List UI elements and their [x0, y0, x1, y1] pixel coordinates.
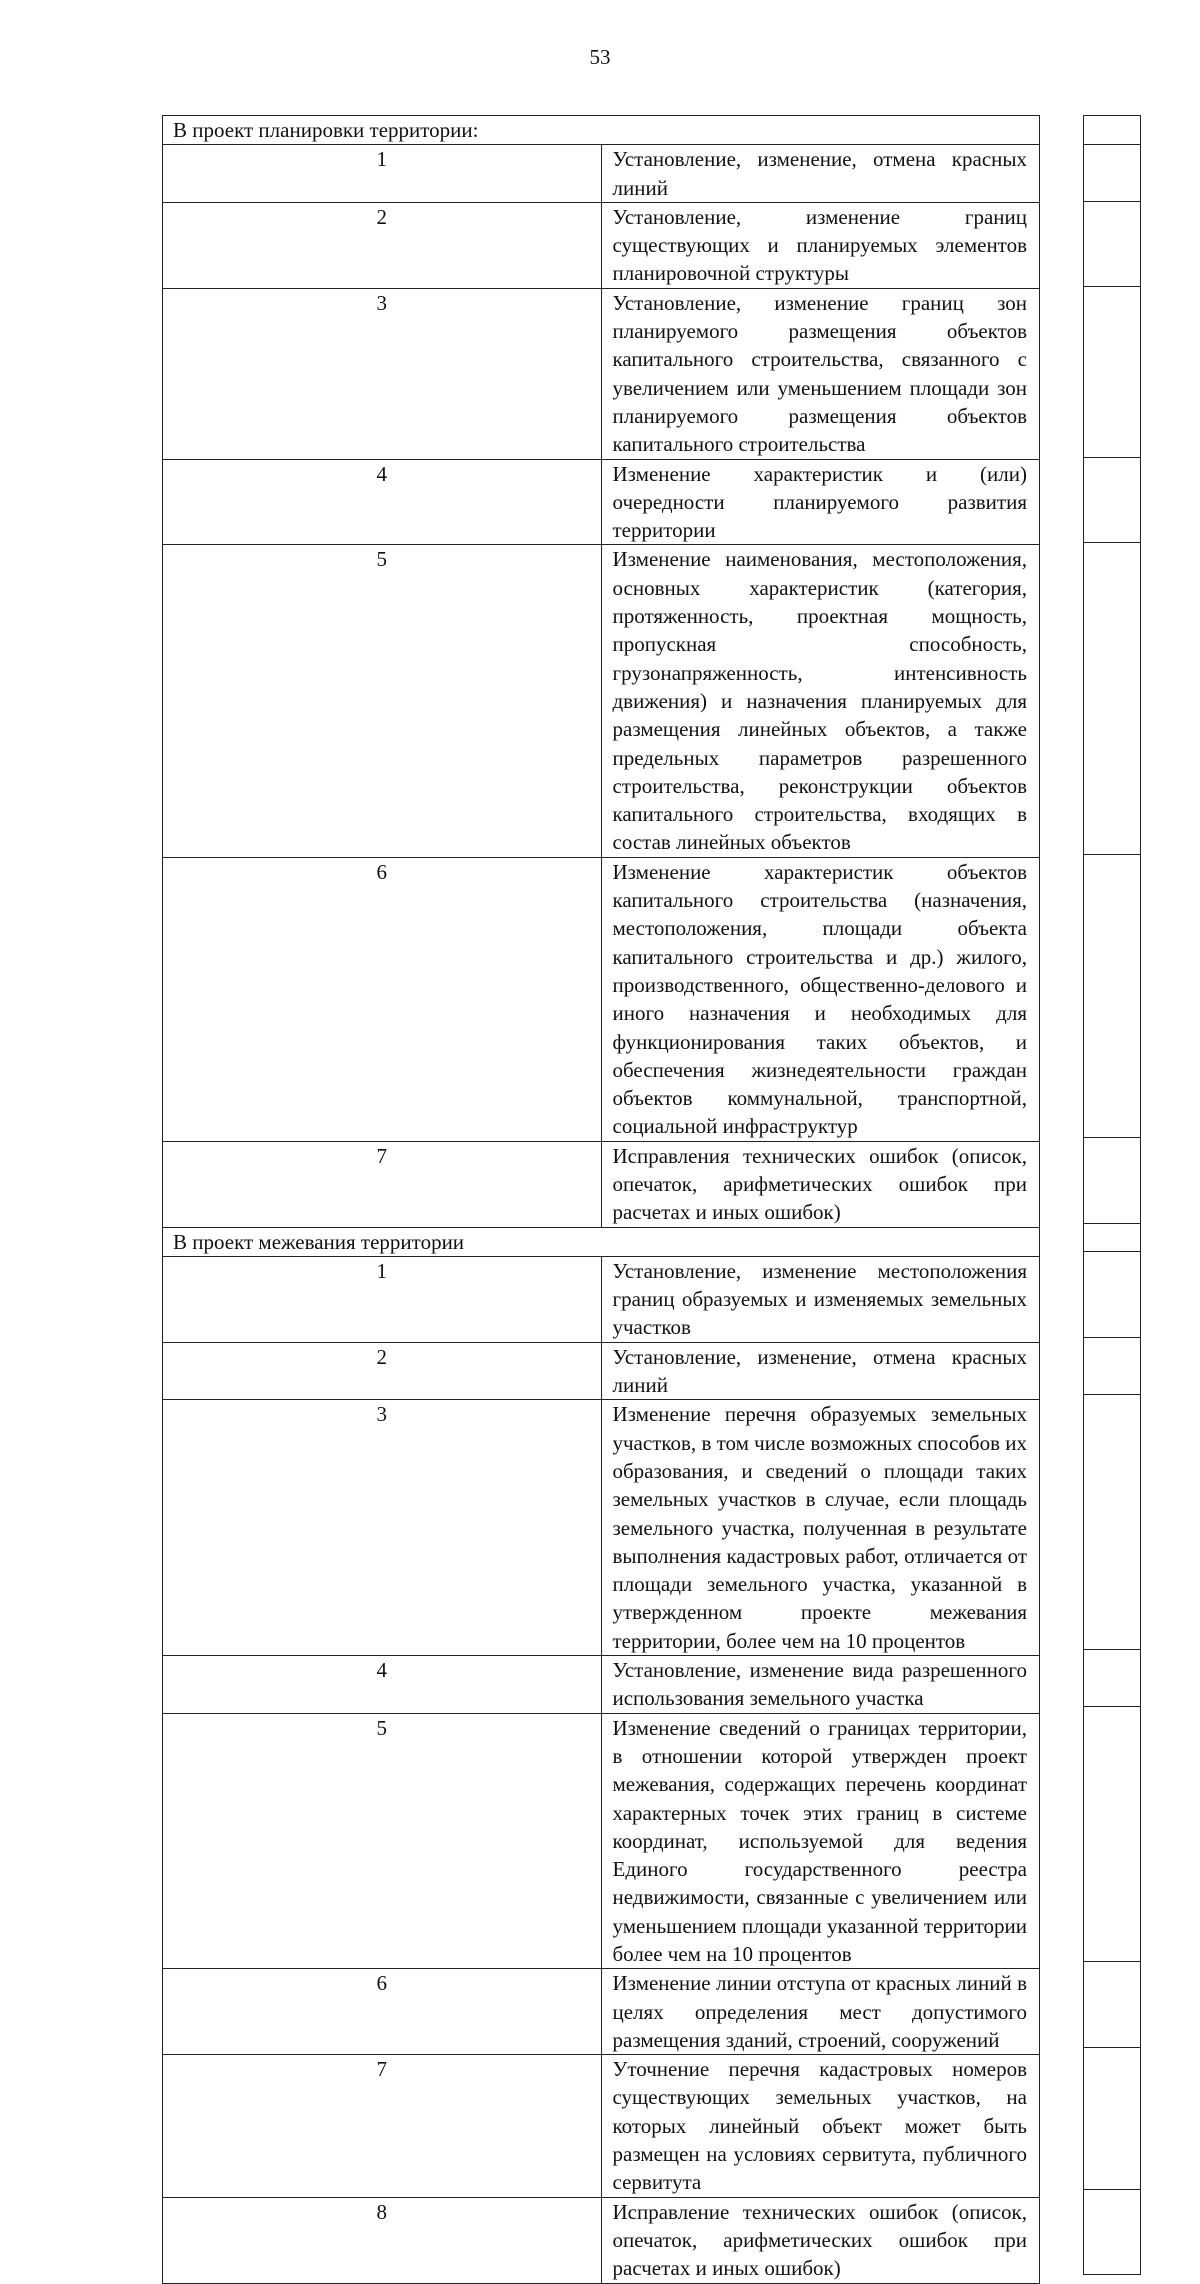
checkbox-row [1084, 201, 1141, 286]
checkbox-row [1084, 854, 1141, 1137]
checkbox-cell[interactable] [1084, 854, 1141, 1137]
checkbox-column [1083, 115, 1141, 2275]
row-number: 7 [163, 2055, 602, 2197]
checkbox-box[interactable] [1084, 1707, 1140, 1961]
table-row [163, 459, 1040, 545]
table-row [163, 1713, 1040, 1969]
table-row [163, 145, 1040, 203]
checkbox-row [1084, 144, 1141, 201]
section-header-row [163, 116, 1040, 145]
checkbox-cell[interactable] [1084, 1223, 1141, 1252]
checkbox-cell[interactable] [1084, 542, 1141, 854]
row-text: Изменение перечня образуемых земельных участков, в том числе возможных способов их образования, и сведений о площади таких земельных участков в случае, если площадь земельного участка, полученная в результате выполнения кадастровых работ, отличается от площади земельного участка, указанной в утвержденном проекте межевания территории, более чем на 10 процентов [601, 1400, 1040, 1656]
checkbox-box[interactable] [1084, 287, 1140, 456]
row-text: Установление, изменение, отмена красных линий [601, 1342, 1040, 1400]
checkbox-row [1084, 287, 1141, 457]
checkbox-box[interactable] [1084, 2048, 1140, 2189]
checkbox-row [1084, 2047, 1141, 2189]
section-header-row [163, 1227, 1040, 1256]
checkbox-row [1084, 1337, 1141, 1394]
row-number: 2 [163, 202, 602, 288]
checkbox-box[interactable] [1084, 458, 1140, 542]
row-text: Изменение наименования, местоположения, основных характеристик (категория, протяженность, проектная мощность, пропускная способность, грузонапряженность, интенсивность движения) и назначения планируемых для размещения линейных объектов, а также предельных параметров разрешенного строительства, реконструкции объектов капитального строительства, входящих в состав линейных объектов [601, 545, 1040, 857]
checkbox-row [1084, 1394, 1141, 1649]
checkbox-row [1084, 1650, 1141, 1707]
row-text: Установление, изменение местоположения границ образуемых и изменяемых земельных участков [601, 1256, 1040, 1342]
checkbox-cell[interactable] [1084, 457, 1141, 542]
checkbox-cell[interactable] [1084, 1707, 1141, 1962]
table-row [163, 288, 1040, 459]
table-row [163, 1969, 1040, 2055]
row-number: 2 [163, 1342, 602, 1400]
row-text: Изменение линии отступа от красных линий в целях определения мест допустимого размещения зданий, строений, сооружений [601, 1969, 1040, 2055]
table-row [163, 857, 1040, 1141]
table-row [163, 1342, 1040, 1400]
checkbox-box[interactable] [1084, 116, 1140, 144]
page-number: 53 [589, 45, 611, 69]
table-row [163, 1256, 1040, 1342]
row-number: 4 [163, 459, 602, 545]
section-title: В проект планировки территории: [163, 116, 1040, 145]
row-text: Изменение характеристик и (или) очередности планируемого развития территории [601, 459, 1040, 545]
checkbox-cell[interactable] [1084, 1650, 1141, 1707]
row-number: 1 [163, 1256, 602, 1342]
row-text: Уточнение перечня кадастровых номеров существующих земельных участков, на которых линейный объект может быть размещен на условиях сервитута, публичного сервитута [601, 2055, 1040, 2197]
checkbox-box[interactable] [1084, 855, 1140, 1137]
row-text: Установление, изменение, отмена красных линий [601, 145, 1040, 203]
table-row [163, 2197, 1040, 2283]
checkbox-row [1084, 1707, 1141, 1962]
row-number: 1 [163, 145, 602, 203]
checkbox-cell[interactable] [1084, 116, 1141, 145]
table-row [163, 2055, 1040, 2197]
row-text: Установление, изменение границ существующих и планируемых элементов планировочной структуры [601, 202, 1040, 288]
row-number: 8 [163, 2197, 602, 2283]
checkbox-cell[interactable] [1084, 2189, 1141, 2274]
table-row [163, 1141, 1040, 1227]
checkbox-cell[interactable] [1084, 1337, 1141, 1394]
checkbox-row [1084, 1223, 1141, 1252]
section-title: В проект межевания территории [163, 1227, 1040, 1256]
checkbox-box[interactable] [1084, 202, 1140, 286]
row-number: 7 [163, 1141, 602, 1227]
table-row [163, 545, 1040, 857]
table-row [163, 1656, 1040, 1714]
row-text: Изменение характеристик объектов капитального строительства (назначения, местоположения, площади объекта капитального строительства и др.) жилого, производственного, общественно-делового и иного назначения и необходимых для функционирования таких объектов, и обеспечения жизнедеятельности граждан объектов коммунальной, транспортной, социальной инфраструктур [601, 857, 1040, 1141]
checkbox-box[interactable] [1084, 1650, 1140, 1706]
row-number: 6 [163, 1969, 602, 2055]
checkbox-cell[interactable] [1084, 1962, 1141, 2047]
row-text: Исправление технических ошибок (описок, опечаток, арифметических ошибок при расчетах и иных ошибок) [601, 2197, 1040, 2283]
changes-table [162, 115, 1040, 2284]
table-row [163, 202, 1040, 288]
checkbox-box[interactable] [1084, 1395, 1140, 1649]
checkbox-cell[interactable] [1084, 287, 1141, 457]
row-number: 5 [163, 1713, 602, 1969]
checkbox-row [1084, 2189, 1141, 2274]
row-text: Исправления технических ошибок (описок, опечаток, арифметических ошибок при расчетах и иных ошибок) [601, 1141, 1040, 1227]
checkbox-row [1084, 116, 1141, 145]
checkbox-box[interactable] [1084, 543, 1140, 854]
checkbox-box[interactable] [1084, 2190, 1140, 2274]
checkbox-cell[interactable] [1084, 1138, 1141, 1223]
checkbox-box[interactable] [1084, 145, 1140, 201]
checkbox-cell[interactable] [1084, 1252, 1141, 1337]
checkbox-row [1084, 457, 1141, 542]
row-number: 4 [163, 1656, 602, 1714]
checkbox-box[interactable] [1084, 1962, 1140, 2046]
row-number: 3 [163, 1400, 602, 1656]
checkbox-row [1084, 1962, 1141, 2047]
checkbox-box[interactable] [1084, 1224, 1140, 1252]
row-number: 5 [163, 545, 602, 857]
checkbox-cell[interactable] [1084, 201, 1141, 286]
row-text: Установление, изменение границ зон планируемого размещения объектов капитального строительства, связанного с увеличением или уменьшением площади зон планируемого размещения объектов капитального строительства [601, 288, 1040, 459]
checkbox-box[interactable] [1084, 1338, 1140, 1394]
checkbox-box[interactable] [1084, 1252, 1140, 1336]
checkbox-cell[interactable] [1084, 1394, 1141, 1649]
row-number: 6 [163, 857, 602, 1141]
row-number: 3 [163, 288, 602, 459]
row-text: Изменение сведений о границах территории, в отношении которой утвержден проект межевания, содержащих перечень координат характерных точек этих границ в системе координат, используемой для ведения Единого государственного реестра недвижимости, связанные с увеличением или уменьшением площади указанной территории более чем на 10 процентов [601, 1713, 1040, 1969]
checkbox-cell[interactable] [1084, 144, 1141, 201]
checkbox-row [1084, 1138, 1141, 1223]
checkbox-cell[interactable] [1084, 2047, 1141, 2189]
checkbox-row [1084, 542, 1141, 854]
table-row [163, 1400, 1040, 1656]
checkbox-box[interactable] [1084, 1138, 1140, 1222]
row-text: Установление, изменение вида разрешенного использования земельного участка [601, 1656, 1040, 1714]
checkbox-row [1084, 1252, 1141, 1337]
